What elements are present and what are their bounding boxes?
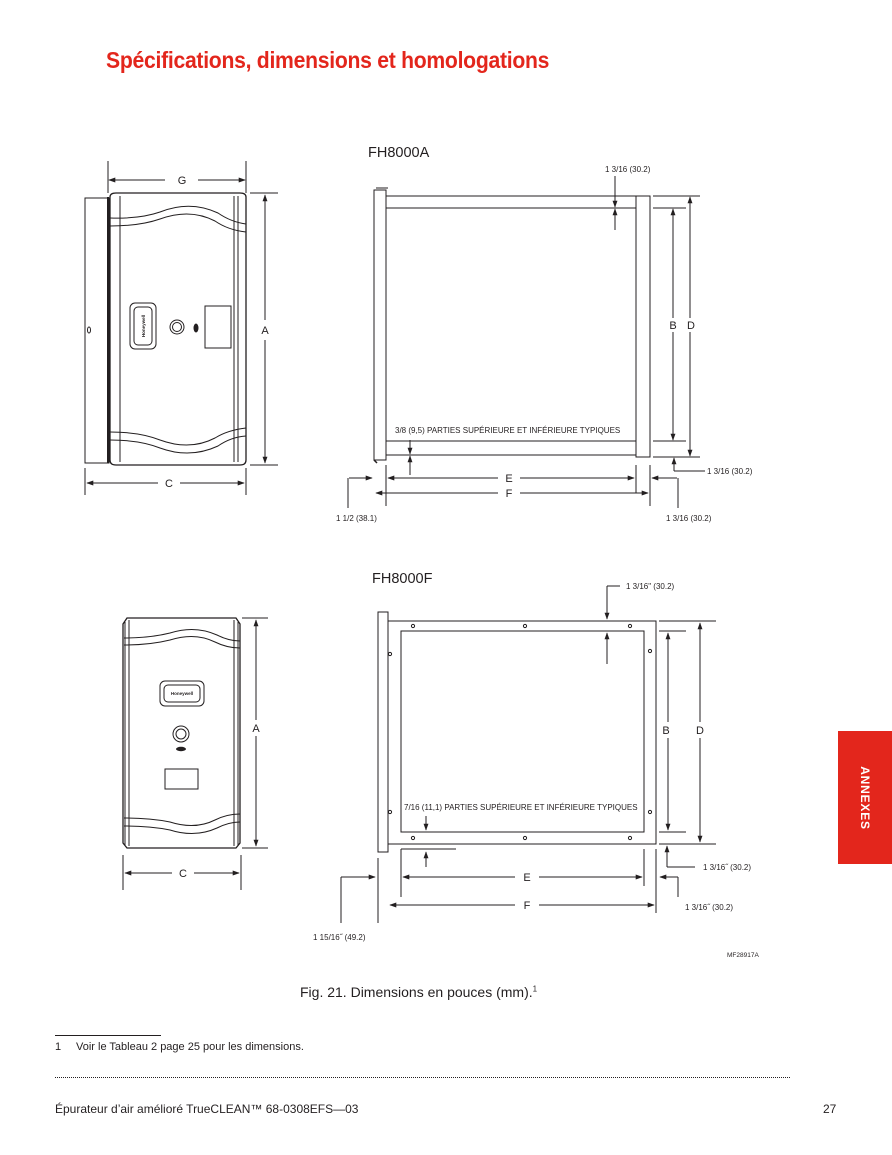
dimension-c-label: C <box>165 478 173 490</box>
page-number: 27 <box>823 1102 837 1116</box>
left-offset-label: 1 1/2 (38.1) <box>336 514 377 523</box>
dimension-d-label: D <box>687 320 695 332</box>
dimension-d-label: D <box>696 725 704 737</box>
honeywell-logo: Honeywell <box>141 314 146 338</box>
dimension-b-label: B <box>669 320 677 332</box>
footnote-text: Voir le Tableau 2 page 25 pour les dimensions. <box>76 1041 304 1053</box>
bottom-offset-label: 1 3/16˝ (30.2) <box>703 863 752 872</box>
fh8000a-cabinet-drawing <box>374 188 650 460</box>
dimension-f-label: F <box>523 900 531 912</box>
page-title: Spécifications, dimensions et homologations <box>106 47 550 73</box>
footer-product-info: Épurateur d’air amélioré TrueCLEAN™ 68-0308EFS—03 <box>55 1102 359 1116</box>
fh8000a-unit-drawing <box>85 193 246 465</box>
right-offset-label: 1 3/16 (30.2) <box>666 514 712 523</box>
footnote-number: 1 <box>55 1041 62 1053</box>
fh8000f-unit-drawing <box>123 618 240 848</box>
top-offset-label: 1 3/16 (30.2) <box>605 165 651 174</box>
inner-clearance-note: 7/16 (11,1) PARTIES SUPÉRIEURE ET INFÉRIEURE TYPIQUES <box>404 803 638 812</box>
dimension-a-label: A <box>261 325 269 337</box>
top-offset-label: 1 3/16" (30.2) <box>626 582 675 591</box>
bottom-offset-label: 1 3/16 (30.2) <box>707 467 753 476</box>
model-label-fh8000f: FH8000F <box>372 571 433 587</box>
footnote-divider <box>55 1035 161 1036</box>
model-label-fh8000a: FH8000A <box>368 145 430 161</box>
section-tab-label: ANNEXES <box>858 765 872 830</box>
figure-reference-code: MF28917A <box>727 952 759 959</box>
left-offset-label: 1 15/16˝ (49.2) <box>313 933 366 942</box>
dimension-c-label: C <box>179 868 187 880</box>
dimension-e-label: E <box>523 872 531 884</box>
footer-divider <box>55 1077 790 1078</box>
dimension-b-label: B <box>662 725 670 737</box>
figure-caption-text: Fig. 21. Dimensions en pouces (mm). <box>300 984 533 1000</box>
footnote <box>55 1041 304 1053</box>
section-tab[interactable] <box>838 731 892 864</box>
dimension-g-label: G <box>177 175 187 187</box>
dimension-f-label: F <box>505 488 513 500</box>
fh8000f-cabinet-drawing <box>378 612 656 852</box>
figure-caption <box>300 984 537 1000</box>
dimension-a-label: A <box>252 723 260 735</box>
right-offset-label: 1 3/16˝ (30.2) <box>685 903 734 912</box>
honeywell-logo: Honeywell <box>170 691 194 696</box>
dimension-e-label: E <box>505 473 513 485</box>
footnote-reference: 1 <box>532 984 538 994</box>
inner-clearance-note: 3/8 (9,5) PARTIES SUPÉRIEURE ET INFÉRIEURE TYPIQUES <box>395 426 621 435</box>
